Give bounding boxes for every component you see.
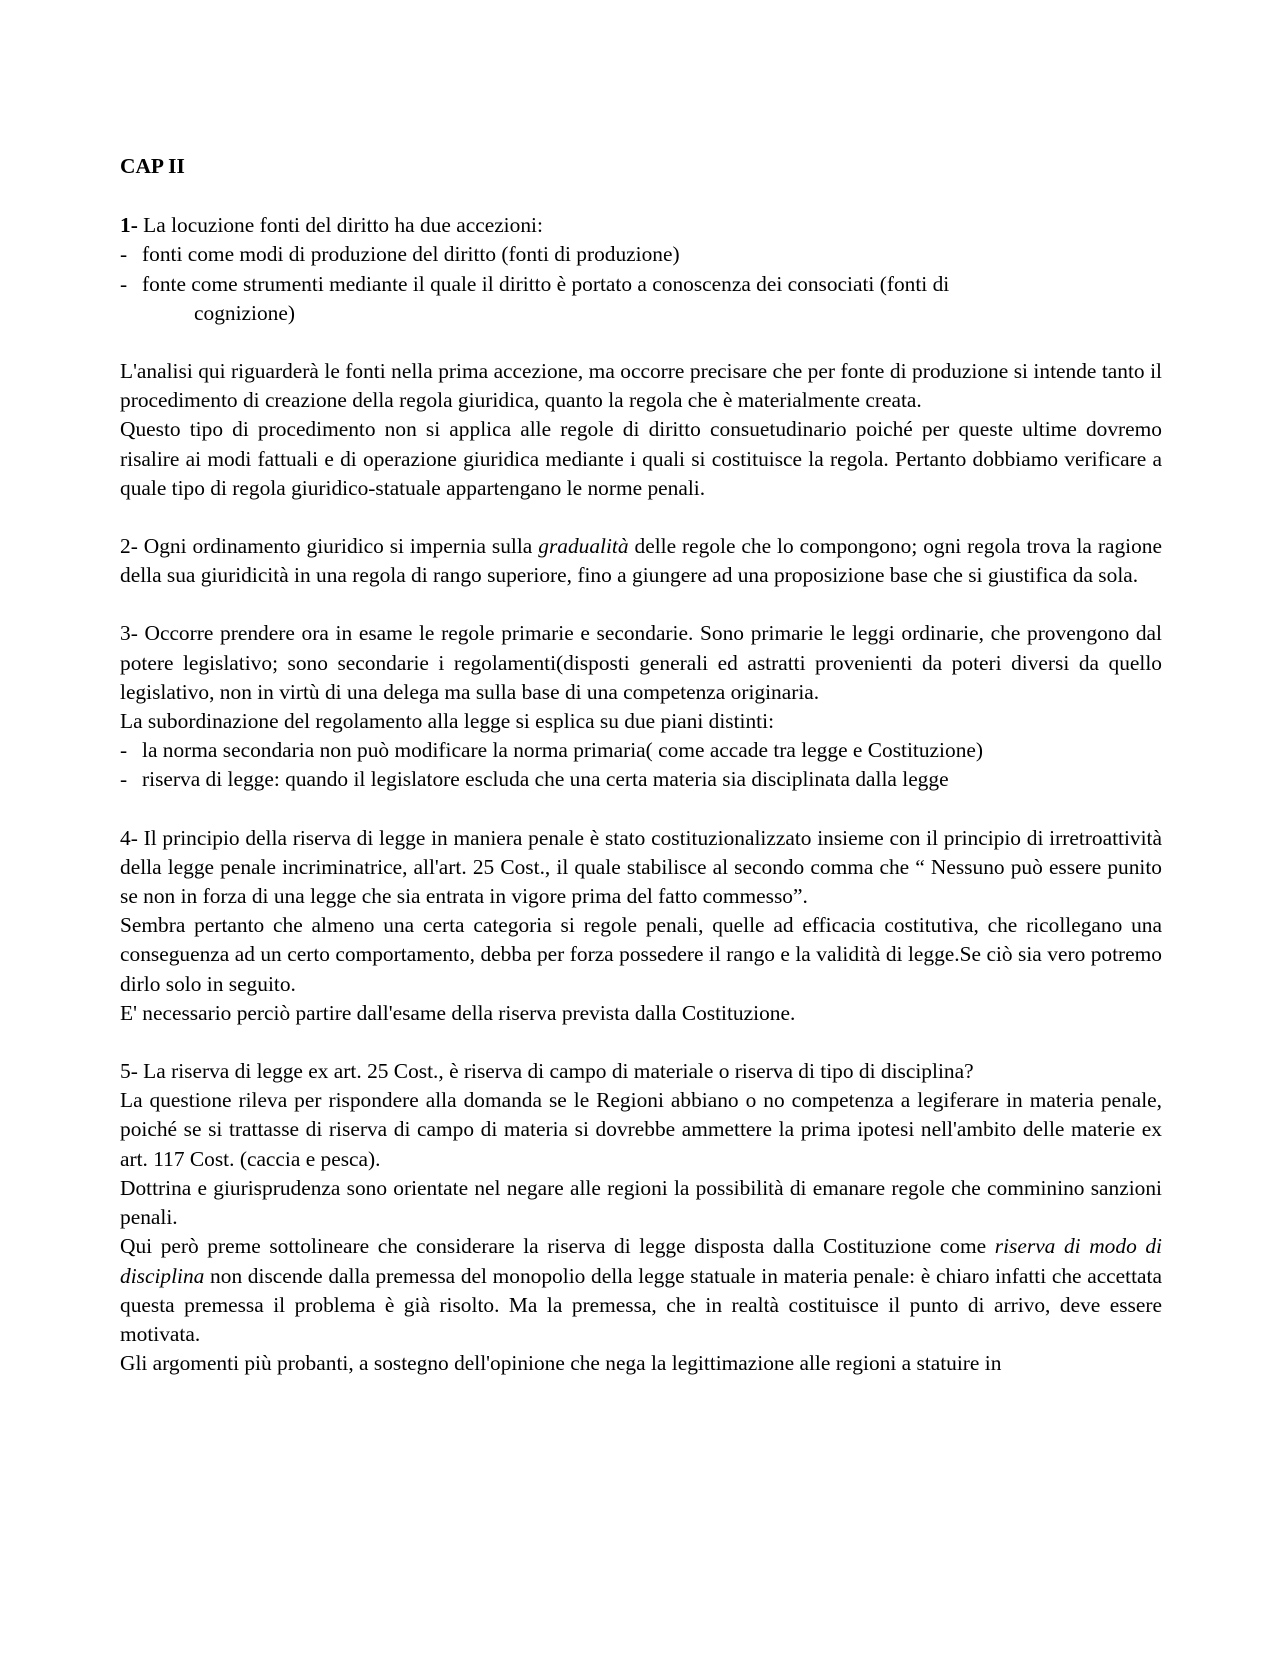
section-4-paragraph-3: E' necessario perciò partire dall'esame della riserva prevista dalla Costituzione. [120, 1000, 796, 1025]
section-2-paragraph [120, 532, 1162, 590]
section-5-paragraph-4 [120, 1232, 1162, 1349]
section-5-italic-term: riserva di modo di disciplina [120, 1234, 1163, 1288]
section-4-paragraph-1: 4- Il principio della riserva di legge in maniera penale è stato costituzionalizzato insieme con il principio di irretroattività della legge penale incriminatrice, all'art. 25 Cost., il quale stabilisce al secondo comma che “ Nessuno può essere punito se non in forza di una legge che sia entrata in vigore prima del fatto commesso”. [120, 825, 1162, 909]
section-4-paragraph-2: Sembra pertanto che almeno una certa categoria si regole penali, quelle ad efficacia costitutiva, che ricollegano una conseguenza ad un certo comportamento, debba per forza possedere il rango e la validità di legge.Se ciò sia vero potremo dirlo solo in seguito. [120, 913, 1162, 996]
list-dash: - [120, 242, 128, 267]
list-item [120, 270, 1162, 328]
section-5-paragraph-5: Gli argomenti più probanti, a sostegno dell'opinione che nega la legittimazione alle regioni a statuire in [120, 1351, 1002, 1376]
section-3-paragraph-2: La subordinazione del regolamento alla legge si esplica su due piani distinti: [120, 709, 775, 734]
chapter-heading: CAP II [120, 154, 185, 178]
list-item-text: la norma secondaria non può modificare la norma primaria( come accade tra legge e Costituzione) [142, 738, 984, 763]
section-2-italic-term: gradualità [538, 534, 629, 559]
section-2-text-after: delle regole che lo compongono; ogni regola trova la ragione della sua giuridicità in una regola di rango superiore, fino a giungere ad una proposizione base che si giustifica da sola. [120, 534, 1162, 588]
document-page [120, 152, 1162, 1378]
section-5-text-after: non discende dalla premessa del monopolio della legge statuale in materia penale: è chiaro infatti che accettata questa premessa il problema è già risolto. Ma la premessa, che in realtà costituisce il punto di arrivo, deve essere motivata. [120, 1263, 1162, 1346]
section-5-paragraph-3: Dottrina e giurisprudenza sono orientate nel negare alle regioni la possibilità di emanare regole che comminino sanzioni penali. [120, 1175, 1162, 1230]
list-dash: - [120, 271, 128, 296]
section-1-number: 1- [120, 213, 138, 238]
list-dash: - [120, 738, 128, 763]
section-5-text-before: Qui però preme sottolineare che considerare la riserva di legge disposta dalla Costituzione come [120, 1234, 995, 1259]
list-item [120, 736, 1162, 765]
list-item-text: fonte come strumenti mediante il quale il diritto è portato a conoscenza dei consociati (fonti di [142, 271, 950, 296]
section-1-intro-text: La locuzione fonti del diritto ha due accezioni: [137, 213, 543, 238]
list-item-text: riserva di legge: quando il legislatore escluda che una certa materia sia disciplinata dalla legge [142, 767, 949, 792]
list-item-text: fonti come modi di produzione del diritto (fonti di produzione) [142, 242, 680, 267]
section-3-paragraph-1: 3- Occorre prendere ora in esame le regole primarie e secondarie. Sono primarie le leggi ordinarie, che provengono dal potere legislativo; sono secondarie i regolamenti(disposti generali ed astratti provenienti da poteri diversi da quello legislativo, non in virtù di una delega ma sulla base di una competenza originaria. [120, 621, 1162, 704]
list-item [120, 765, 1162, 794]
section-2-text-before: 2- Ogni ordinamento giuridico si impernia sulla [120, 534, 539, 559]
section-1-intro [120, 211, 1162, 240]
list-item [120, 240, 1162, 269]
section-5-paragraph-2: La questione rileva per rispondere alla domanda se le Regioni abbiano o no competenza a legiferare in materia penale, poiché se si trattasse di riserva di campo di materia si dovrebbe ammettere la prima ipotesi nell'ambito delle materie ex art. 117 Cost. (caccia e pesca). [120, 1088, 1162, 1171]
list-dash: - [120, 767, 128, 792]
list-item-continuation: cognizione) [194, 300, 295, 325]
section-1-paragraph-1: L'analisi qui riguarderà le fonti nella prima accezione, ma occorre precisare che per fonte di produzione si intende tanto il procedimento di creazione della regola giuridica, quanto la regola che è materialmente creata. [120, 359, 1162, 413]
section-5-paragraph-1: 5- La riserva di legge ex art. 25 Cost., è riserva di campo di materiale o riserva di tipo di disciplina? [120, 1059, 974, 1084]
section-1-paragraph-2: Questo tipo di procedimento non si applica alle regole di diritto consuetudinario poiché per queste ultime dovremo risalire ai modi fattuali e di operazione giuridica mediante i quali si costituisce la regola. Pertanto dobbiamo verificare a quale tipo di regola giuridico-statuale appartengano le norme penali. [120, 417, 1162, 500]
